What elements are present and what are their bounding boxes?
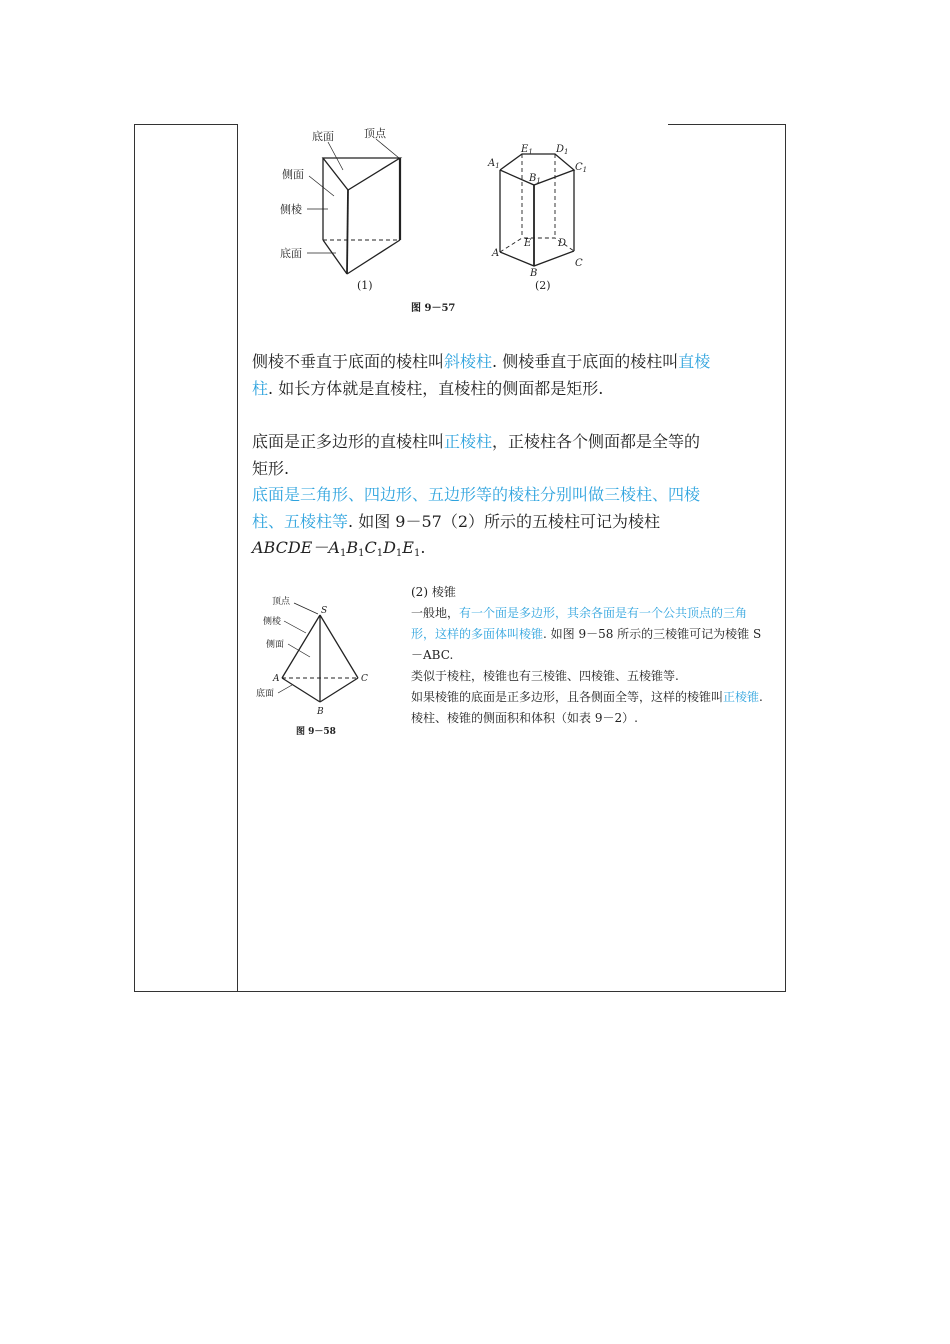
pentagonal-prism-labels (487, 144, 587, 279)
pyramid-definition: 一般地，有一个面是多边形，其余各面是有一个公共顶点的三角形，这样的多面体叫棱锥. 如图 9－58 所示的三棱锥可记为棱锥 S－ABC. (411, 606, 762, 662)
figure-9-57 (250, 120, 610, 320)
table-border-left (134, 124, 135, 992)
label-lateral-edge: 侧棱 (280, 203, 302, 216)
table-border-right (785, 124, 786, 992)
label-E: E (524, 238, 532, 249)
paragraph-prism-types: 底面是三角形、四边形、五边形等的棱柱分别叫做三棱柱、四棱柱、五棱柱等. 如图 9－57（2）所示的五棱柱可记为棱柱 $ABCDE-A_1B_1C_1D_1E_1$. (252, 485, 701, 559)
label-base-top: 底面 (312, 130, 334, 143)
triangular-prism-figure (307, 139, 400, 274)
label-lateral-edge-958: 侧棱 (263, 617, 282, 627)
regular-pyramid: 如果棱锥的底面是正多边形，且各侧面全等，这样的棱锥叫正棱锥. (411, 690, 763, 704)
label-vertex-958: 顶点 (272, 597, 291, 607)
figure-9-58-caption: 图 9－58 (296, 727, 336, 737)
svg-text:C1: $C_1$ (575, 162, 588, 174)
label-base-958: 底面 (256, 689, 275, 699)
label-base-bottom: 底面 (280, 247, 302, 260)
label-S: S (321, 606, 328, 616)
term-oblique-prism: 斜棱柱 (444, 352, 493, 371)
label-B1: B (529, 173, 537, 184)
label-B-958: B (317, 707, 324, 717)
label-D: D (558, 238, 567, 249)
label-A: A (492, 248, 500, 259)
pyramid-types: 类似于棱柱，棱锥也有三棱锥、四棱锥、五棱锥等. (411, 669, 679, 683)
table-reference: 棱柱、棱锥的侧面积和体积（如表 9－2）. (411, 711, 638, 725)
table-column-divider (237, 124, 238, 992)
term-regular-pyramid: 正棱锥 (723, 690, 760, 704)
svg-text:A1: $A_1$ (488, 158, 500, 170)
paragraph-regular-prism: 底面是正多边形的直棱柱叫正棱柱，正棱柱各个侧面都是全等的矩形. (252, 432, 701, 478)
label-B: B (530, 268, 538, 279)
table-border-top-right (668, 124, 786, 125)
svg-text:B1: $B_1$ (529, 173, 541, 185)
label-D1: D (556, 144, 565, 155)
label-C-958: C (361, 674, 368, 684)
sub-caption-1: (1) (357, 279, 373, 292)
label-A1: A (488, 158, 496, 169)
table-border-bottom (134, 991, 786, 992)
sub-caption-2: (2) (535, 279, 551, 292)
label-lateral-face: 侧面 (282, 168, 304, 181)
term-prism-types: 底面是三角形、四边形、五边形等的棱柱分别叫做三棱柱、四棱柱、五棱柱等 (252, 485, 701, 531)
table-border-top-left (134, 124, 238, 125)
label-A-958: A (273, 674, 280, 684)
svg-text:E1: $E_1$ (521, 144, 533, 156)
pyramid-heading: (2) 棱锥 (411, 585, 456, 599)
label-C: C (575, 258, 583, 269)
label-E1: E (521, 144, 529, 155)
figure-9-58 (250, 585, 375, 745)
svg-text:D1: $D_1$ (556, 144, 569, 156)
label-lateral-face-958: 侧面 (266, 640, 285, 650)
label-C1: C (575, 162, 583, 173)
pentagonal-prism-figure (500, 154, 574, 266)
triangular-pyramid-figure (278, 603, 358, 702)
term-regular-prism: 正棱柱 (444, 432, 493, 451)
figure-9-57-caption: 图 9－57 (411, 303, 456, 314)
term-right-prism: 直棱柱 (252, 352, 711, 398)
label-vertex: 顶点 (364, 127, 386, 140)
term-pyramid-definition: 有一个面是多边形，其余各面是有一个公共顶点的三角形，这样的多面体叫棱锥 (411, 606, 748, 641)
pyramid-section (385, 582, 763, 729)
prism-notation: $ABCDE-A_1B_1C_1D_1E_1$ (252, 538, 421, 559)
paragraph-oblique-right-prism: 侧棱不垂直于底面的棱柱叫斜棱柱. 侧棱垂直于底面的棱柱叫直棱柱. 如长方体就是直棱柱，直棱柱的侧面都是矩形. (252, 352, 711, 398)
